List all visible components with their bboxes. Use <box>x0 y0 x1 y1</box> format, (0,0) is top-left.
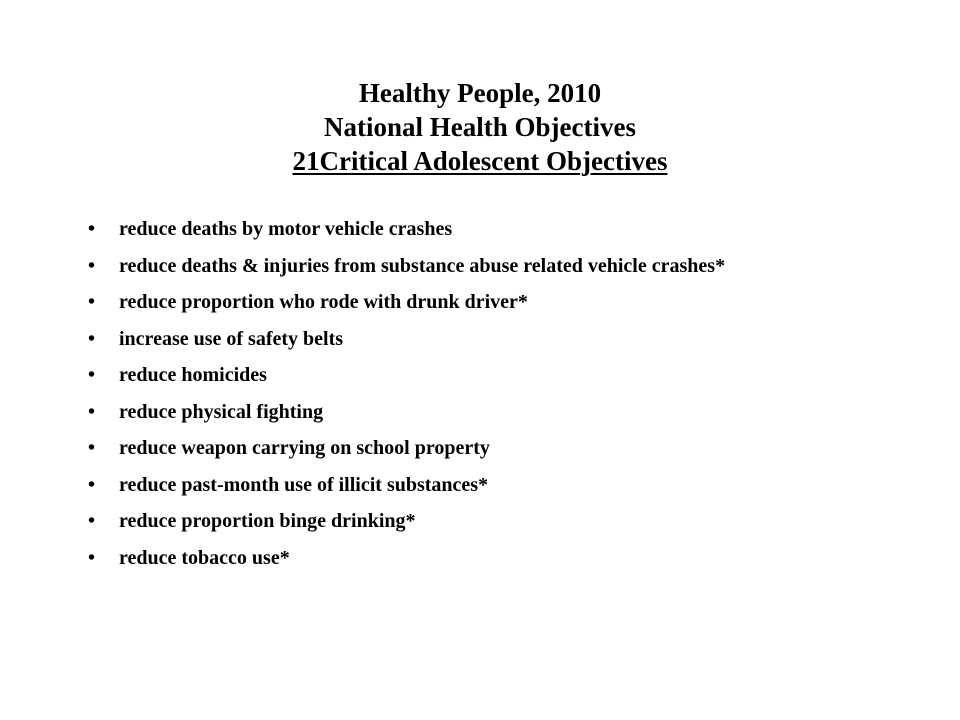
bullet-icon: • <box>88 437 96 459</box>
list-item <box>88 216 868 243</box>
bullet-icon: • <box>88 218 96 240</box>
list-item <box>88 253 868 280</box>
list-item-text: reduce past-month use of illicit substances* <box>119 473 489 496</box>
bullet-icon: • <box>88 400 96 423</box>
list-item-text: reduce weapon carrying on school property <box>119 437 490 459</box>
list-item <box>88 362 868 389</box>
title-line-3: 21Critical Adolescent Objectives <box>292 146 668 176</box>
bullet-icon: • <box>88 364 96 386</box>
list-item-text: increase use of safety belts <box>119 327 344 350</box>
list-item <box>88 508 868 535</box>
bullet-icon: • <box>88 291 96 313</box>
list-item-text: reduce proportion binge drinking* <box>119 510 416 532</box>
list-item-text: reduce deaths & injuries from substance abuse related vehicle crashes* <box>119 254 726 277</box>
objectives-list <box>88 216 868 581</box>
bullet-icon: • <box>88 254 96 277</box>
list-item <box>88 399 868 426</box>
bullet-icon: • <box>88 473 96 496</box>
list-item-text: reduce physical fighting <box>119 400 324 423</box>
list-item-text: reduce homicides <box>119 364 267 386</box>
title-line-1: Healthy People, 2010 <box>358 78 602 108</box>
list-item <box>88 289 868 316</box>
list-item <box>88 435 868 462</box>
list-item-text: reduce proportion who rode with drunk driver* <box>119 291 528 313</box>
list-item <box>88 545 868 572</box>
list-item-text: reduce tobacco use* <box>119 546 290 569</box>
list-item <box>88 326 868 353</box>
title-line-2: National Health Objectives <box>324 112 636 142</box>
list-item <box>88 472 868 499</box>
bullet-icon: • <box>88 510 96 532</box>
slide-title <box>0 76 960 178</box>
bullet-icon: • <box>88 327 96 350</box>
bullet-icon: • <box>88 546 96 569</box>
list-item-text: reduce deaths by motor vehicle crashes <box>119 218 453 240</box>
